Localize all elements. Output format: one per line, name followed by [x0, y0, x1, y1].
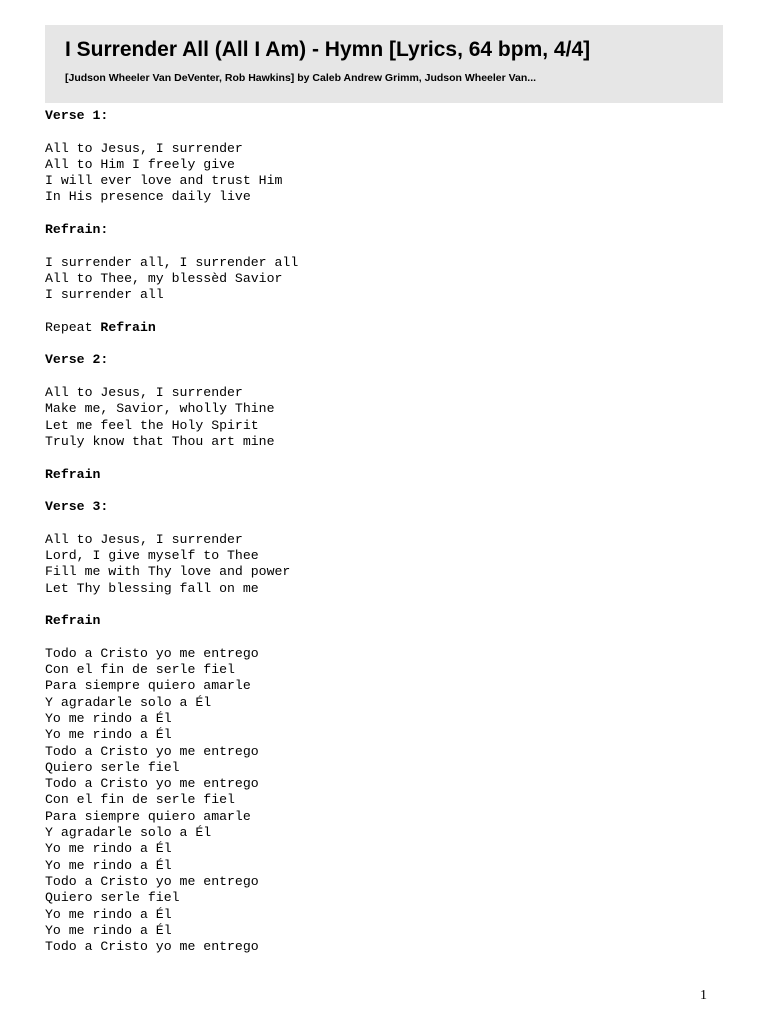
lyric-line: Yo me rindo a Él: [45, 727, 172, 743]
lyric-line: Yo me rindo a Él: [45, 922, 172, 938]
lyric-line: Truly know that Thou art mine: [45, 433, 275, 449]
repeat-prefix: Repeat: [45, 319, 101, 335]
lyric-line: Todo a Cristo yo me entrego: [45, 873, 259, 889]
lyric-line: I surrender all, I surrender all: [45, 254, 299, 270]
refrain-heading: Refrain:: [45, 222, 109, 238]
lyric-line: I surrender all: [45, 287, 164, 303]
lyric-line: Con el fin de serle fiel: [45, 662, 235, 678]
verse-2-heading: Verse 2:: [45, 352, 109, 368]
lyrics-body: [45, 108, 735, 955]
lyric-line: I will ever love and trust Him: [45, 173, 283, 189]
lyric-line: Todo a Cristo yo me entrego: [45, 776, 259, 792]
lyric-line: Let me feel the Holy Spirit: [45, 417, 259, 433]
page-title: I Surrender All (All I Am) - Hymn [Lyrics, 64 bpm, 4/4]: [65, 38, 591, 61]
lyric-line: All to Jesus, I surrender: [45, 531, 243, 547]
verse-3-heading: Verse 3:: [45, 499, 109, 515]
lyric-line: Todo a Cristo yo me entrego: [45, 939, 259, 955]
lyric-line: Yo me rindo a Él: [45, 906, 172, 922]
lyric-line: All to Jesus, I surrender: [45, 140, 243, 156]
verse-1-heading: Verse 1:: [45, 108, 109, 123]
repeat-instruction: [45, 320, 735, 336]
refrain-marker: Refrain: [45, 613, 101, 629]
lyric-line: Todo a Cristo yo me entrego: [45, 645, 259, 661]
lyric-line: Make me, Savior, wholly Thine: [45, 401, 275, 417]
page-subtitle: [Judson Wheeler Van DeVenter, Rob Hawkins] by Caleb Andrew Grimm, Judson Wheeler Van...: [65, 72, 537, 84]
lyric-line: Lord, I give myself to Thee: [45, 548, 259, 564]
lyric-line: Yo me rindo a Él: [45, 857, 172, 873]
lyric-line: Let Thy blessing fall on me: [45, 580, 259, 596]
refrain-marker: Refrain: [45, 466, 101, 482]
lyric-line: All to Jesus, I surrender: [45, 385, 243, 401]
lyric-line: Yo me rindo a Él: [45, 710, 172, 726]
lyric-line: Todo a Cristo yo me entrego: [45, 743, 259, 759]
lyric-line: Con el fin de serle fiel: [45, 792, 235, 808]
lyric-line: All to Thee, my blessèd Savior: [45, 270, 283, 286]
lyric-line: Y agradarle solo a Él: [45, 694, 212, 710]
lyric-line: Quiero serle fiel: [45, 759, 180, 775]
lyric-line: Fill me with Thy love and power: [45, 564, 291, 580]
lyric-line: Para siempre quiero amarle: [45, 808, 251, 824]
page-number: 1: [700, 988, 707, 1003]
lyric-line: In His presence daily live: [45, 189, 251, 205]
lyric-line: Yo me rindo a Él: [45, 841, 172, 857]
lyric-line: Quiero serle fiel: [45, 890, 180, 906]
lyric-line: All to Him I freely give: [45, 156, 235, 172]
title-header: [45, 25, 723, 103]
lyric-line: Para siempre quiero amarle: [45, 678, 251, 694]
lyric-line: Y agradarle solo a Él: [45, 825, 212, 841]
repeat-refrain-label: Refrain: [100, 319, 156, 335]
